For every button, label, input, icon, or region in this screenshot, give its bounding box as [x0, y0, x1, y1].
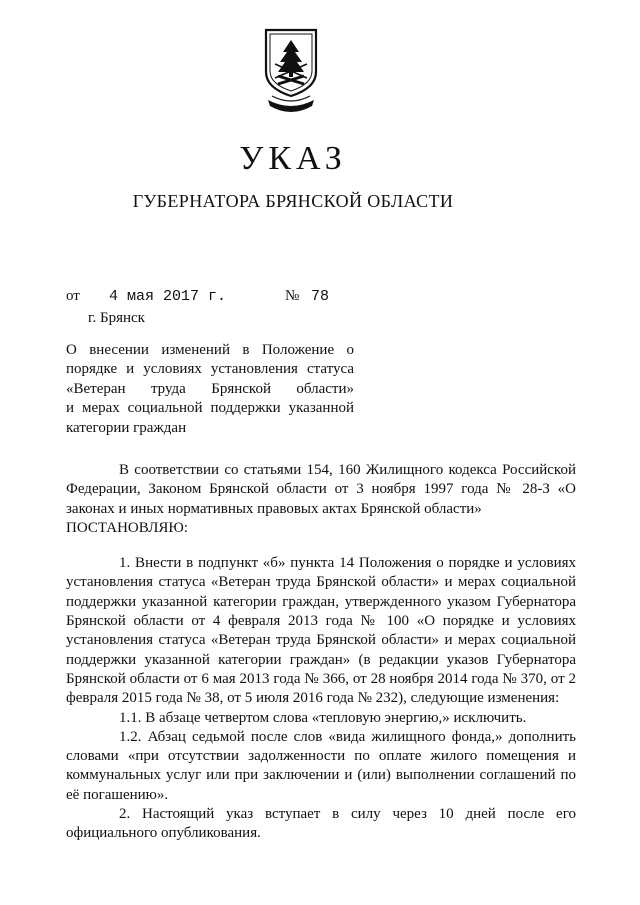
item-1-1-paragraph: 1.1. В абзаце четвертом слова «тепловую энергию,» исключить.	[119, 709, 527, 726]
decree-date: 4 мая 2017 г.	[109, 288, 227, 305]
coat-of-arms-icon	[262, 26, 320, 116]
city: г. Брянск	[88, 310, 145, 326]
subject-line: «Ветеран труда Брянской области»	[66, 380, 354, 397]
resolve-word: ПОСТАНОВЛЯЮ:	[66, 519, 188, 536]
subject-line: О внесении изменений в Положение о	[66, 342, 354, 358]
document-title: УКАЗ	[239, 140, 347, 177]
item-1-2-paragraph: 1.2. Абзац седьмой после слов «вида жилищного фонда,» дополнить словами «при отсутствии задолженности по оплате жилого помещения и коммунальных услуг или при заключении и (или) выполнении соглашений по её погашению».	[66, 728, 576, 803]
number-prefix: №	[285, 288, 300, 304]
coat-of-arms	[262, 26, 320, 116]
subject-line: категории граждан	[66, 419, 187, 436]
document-subtitle: ГУБЕРНАТОРА БРЯНСКОЙ ОБЛАСТИ	[132, 191, 454, 211]
item-1-paragraph: 1. Внести в подпункт «б» пункта 14 Положения о порядке и условиях установления статуса «Ветеран труда Брянской области» и мерах социальной поддержки указанной категории граждан, утвержденного указом Губернатора Брянской области от 4 февраля 2013 года № 100 «О порядке и условиях установления статуса «Ветеран труда Брянской области» и мерах социальной поддержки указанной категории граждан» (в редакции указов Губернатора Брянской области от 6 мая 2013 года № 366, от 28 ноября 2014 года № 370, от 2 февраля 2015 года № 38, от 5 июля 2016 года № 232), следующие изменения:	[66, 555, 576, 707]
preamble-paragraph: В соответствии со статьями 154, 160 Жилищного кодекса Российской Федерации, Законом Брянской области от 3 ноября 1997 года № 28-З «О законах и иных нормативных правовых актах Брянской области»	[66, 462, 576, 517]
date-prefix: от	[66, 288, 80, 304]
decree-number: 78	[311, 288, 330, 305]
decree-body	[66, 461, 576, 844]
item-2-paragraph: 2. Настоящий указ вступает в силу через 10 дней после его официального опубликования.	[66, 806, 576, 842]
decree-subject	[66, 341, 354, 438]
subject-line: и мерах социальной поддержки указанной	[66, 400, 354, 417]
subject-line: порядке и условиях установления статуса	[66, 361, 354, 378]
